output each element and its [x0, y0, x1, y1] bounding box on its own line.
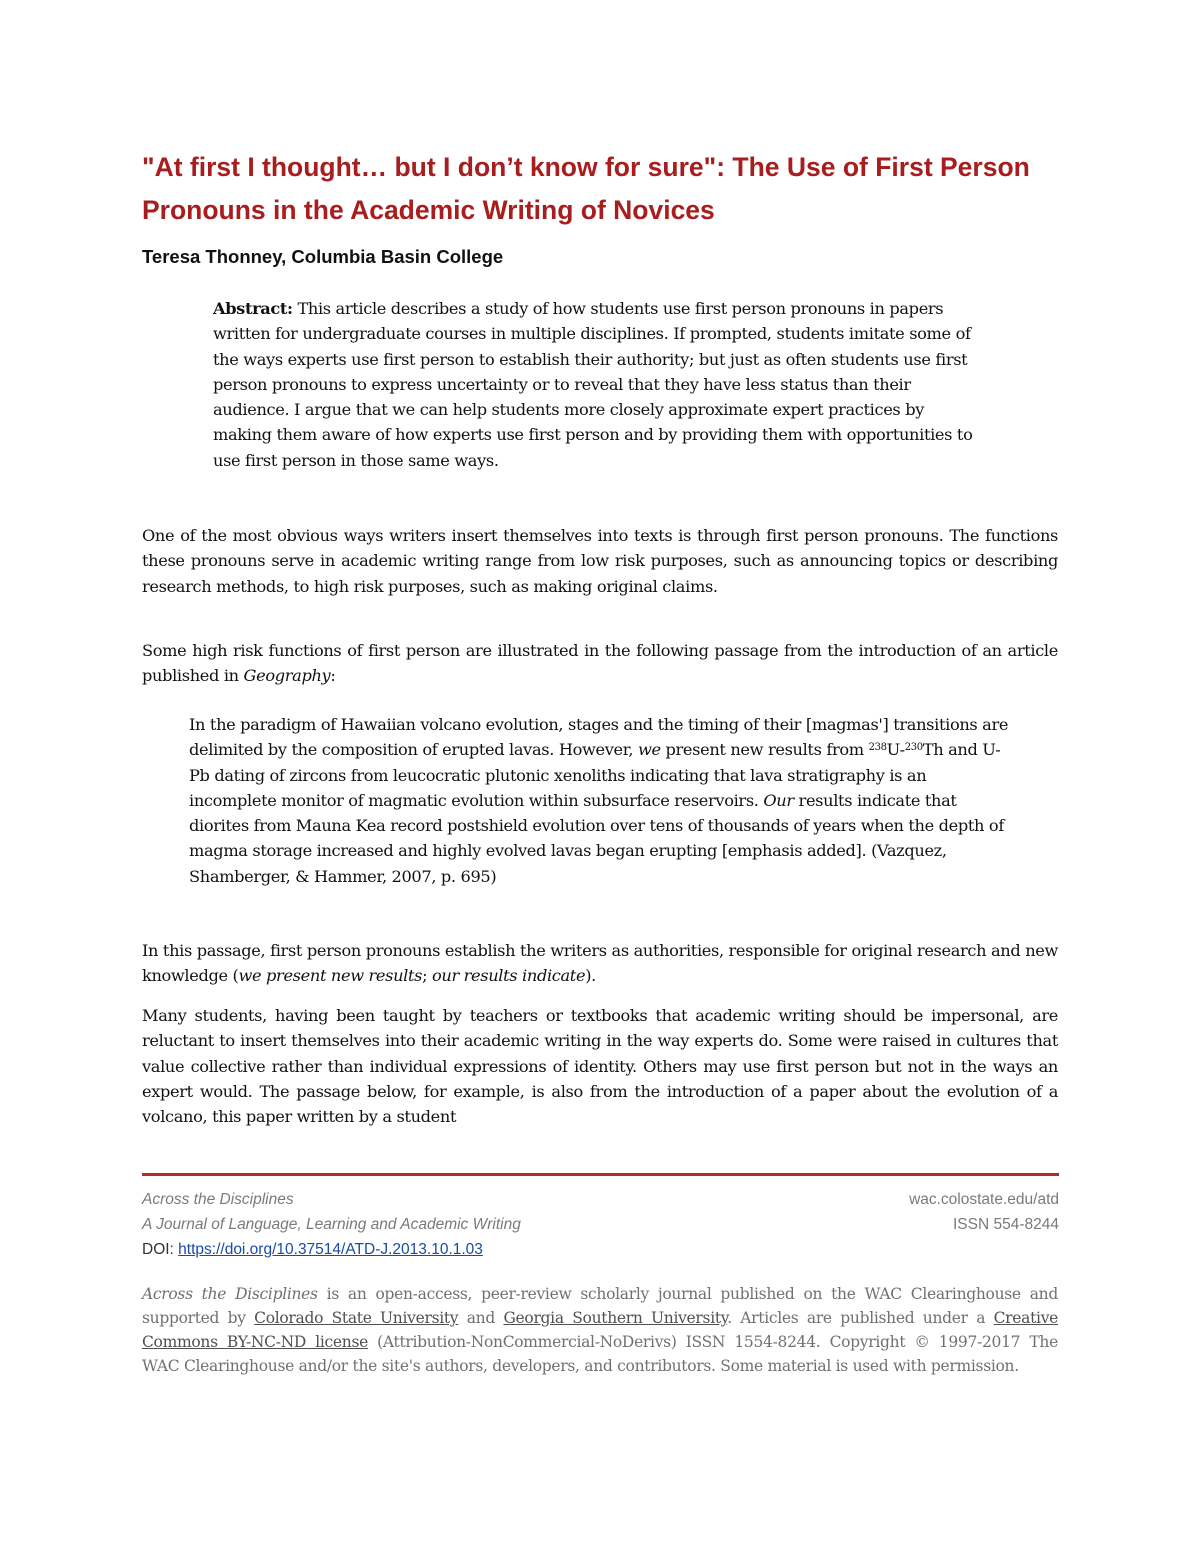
quote-s3: U- [886, 740, 905, 760]
license-t4: (Attribution-NonCommercial-NoDerivs) ISSN 1554-8244. Copyright © 1997-2017 The WAC Clearinghouse and/or the site's authors, developers, and contributors. Some material is used with permission. [142, 1333, 1058, 1375]
cc-license-link[interactable]: Creative Commons BY-NC-ND license [142, 1309, 1059, 1351]
p3-text-a: In this passage, first person pronouns establish the writers as authorities, responsible for original research and new knowledge ( [142, 941, 1059, 986]
quote-sup-230: 230 [904, 742, 923, 754]
p2-journal-name: Geography [243, 666, 331, 686]
block-quote [189, 712, 1009, 889]
quote-s1: In the paradigm of Hawaiian volcano evolution, stages and the timing of their [magmas'] transitions are delimited by the composition of erupted lavas. However, [189, 715, 1009, 760]
license-statement [142, 1282, 1058, 1378]
footer-doi [142, 1237, 762, 1262]
article-title: "At first I thought… but I don’t know for sure": The Use of First Person Pronouns in the Academic Writing of Novices [142, 152, 1030, 225]
footer-journal-name: Across the Disciplines [142, 1191, 294, 1208]
p2-text-a: Some high risk functions of first person are illustrated in the following passage from the introduction of an article published in [142, 641, 1058, 686]
abstract-label: Abstract: [213, 299, 293, 318]
body-paragraph-2 [142, 638, 1058, 689]
body-paragraph-3 [142, 938, 1058, 989]
quote-s4: Th and U-Pb dating of zircons from leucocratic plutonic xenoliths indicating that lava stratigraphy is an incomplete monitor of magmatic evolution within subsurface reservoirs. [189, 740, 1001, 810]
license-journal-name: Across the Disciplines [142, 1285, 318, 1303]
doi-link[interactable]: https://doi.org/10.37514/ATD-J.2013.10.1.03 [178, 1241, 483, 1258]
quote-s2: present new results from [660, 740, 869, 760]
doi-label: DOI: [142, 1241, 179, 1258]
quote-sup-238: 238 [868, 742, 887, 754]
footer-journal-subtitle: A Journal of Language, Learning and Academic Writing [142, 1216, 521, 1233]
footer-issn: ISSN 554-8244 [953, 1216, 1059, 1233]
article-author: Teresa Thonney, Columbia Basin College [142, 246, 504, 267]
p3-text-b: ). [585, 966, 596, 986]
csu-link[interactable]: Colorado State University [254, 1309, 459, 1327]
p3-sep: ; [422, 966, 432, 986]
license-t1: is an open-access, peer-review scholarly journal published on the WAC Clearinghouse and supported by [142, 1285, 1058, 1327]
abstract-text: This article describes a study of how students use first person pronouns in papers written for undergraduate courses in multiple disciplines. If prompted, students imitate some of the ways experts use first person to establish their authority; but just as often students use first person pronouns to express uncertainty or to reveal that they have less status than their audience. I argue that we can help students more closely approximate expert practices by making them aware of how experts use first person and by providing them with opportunities to use first person in those same ways. [213, 299, 973, 470]
license-t3: . Articles are published under a [727, 1309, 994, 1327]
p3-em-1: we present new results [238, 966, 423, 986]
p2-text-b: : [330, 666, 336, 686]
footer-divider [142, 1173, 1059, 1176]
body-paragraph-4: Many students, having been taught by teachers or textbooks that academic writing should be impersonal, are reluctant to insert themselves into their academic writing in the way experts do. Some were raised in cultures that value collective rather than individual expressions of identity. Others may use first person but not in the ways an expert would. The passage below, for example, is also from the introduction of a paper about the evolution of a volcano, this paper written by a student [142, 1006, 1058, 1127]
body-paragraph-1: One of the most obvious ways writers insert themselves into texts is through first person pronouns. The functions these pronouns serve in academic writing range from low risk purposes, such as announcing topics or describing research methods, to high risk purposes, such as making original claims. [142, 526, 1058, 596]
footer-site-url[interactable]: wac.colostate.edu/atd [909, 1191, 1059, 1208]
quote-s5: results indicate that diorites from Mauna Kea record postshield evolution over tens of thousands of years when the depth of magma storage increased and highly evolved lavas began erupting [emphasis added]. (Vazquez, Shamberger, & Hammer, 2007, p. 695) [189, 790, 1004, 886]
footer-site-info [760, 1187, 1059, 1237]
quote-we: we [637, 740, 661, 760]
quote-our: Our [763, 790, 794, 810]
gsu-link[interactable]: Georgia Southern University [503, 1309, 728, 1327]
abstract [213, 296, 983, 473]
license-t2: and [458, 1309, 504, 1327]
p3-em-2: our results indicate [432, 966, 586, 986]
footer-journal-info [142, 1187, 762, 1262]
